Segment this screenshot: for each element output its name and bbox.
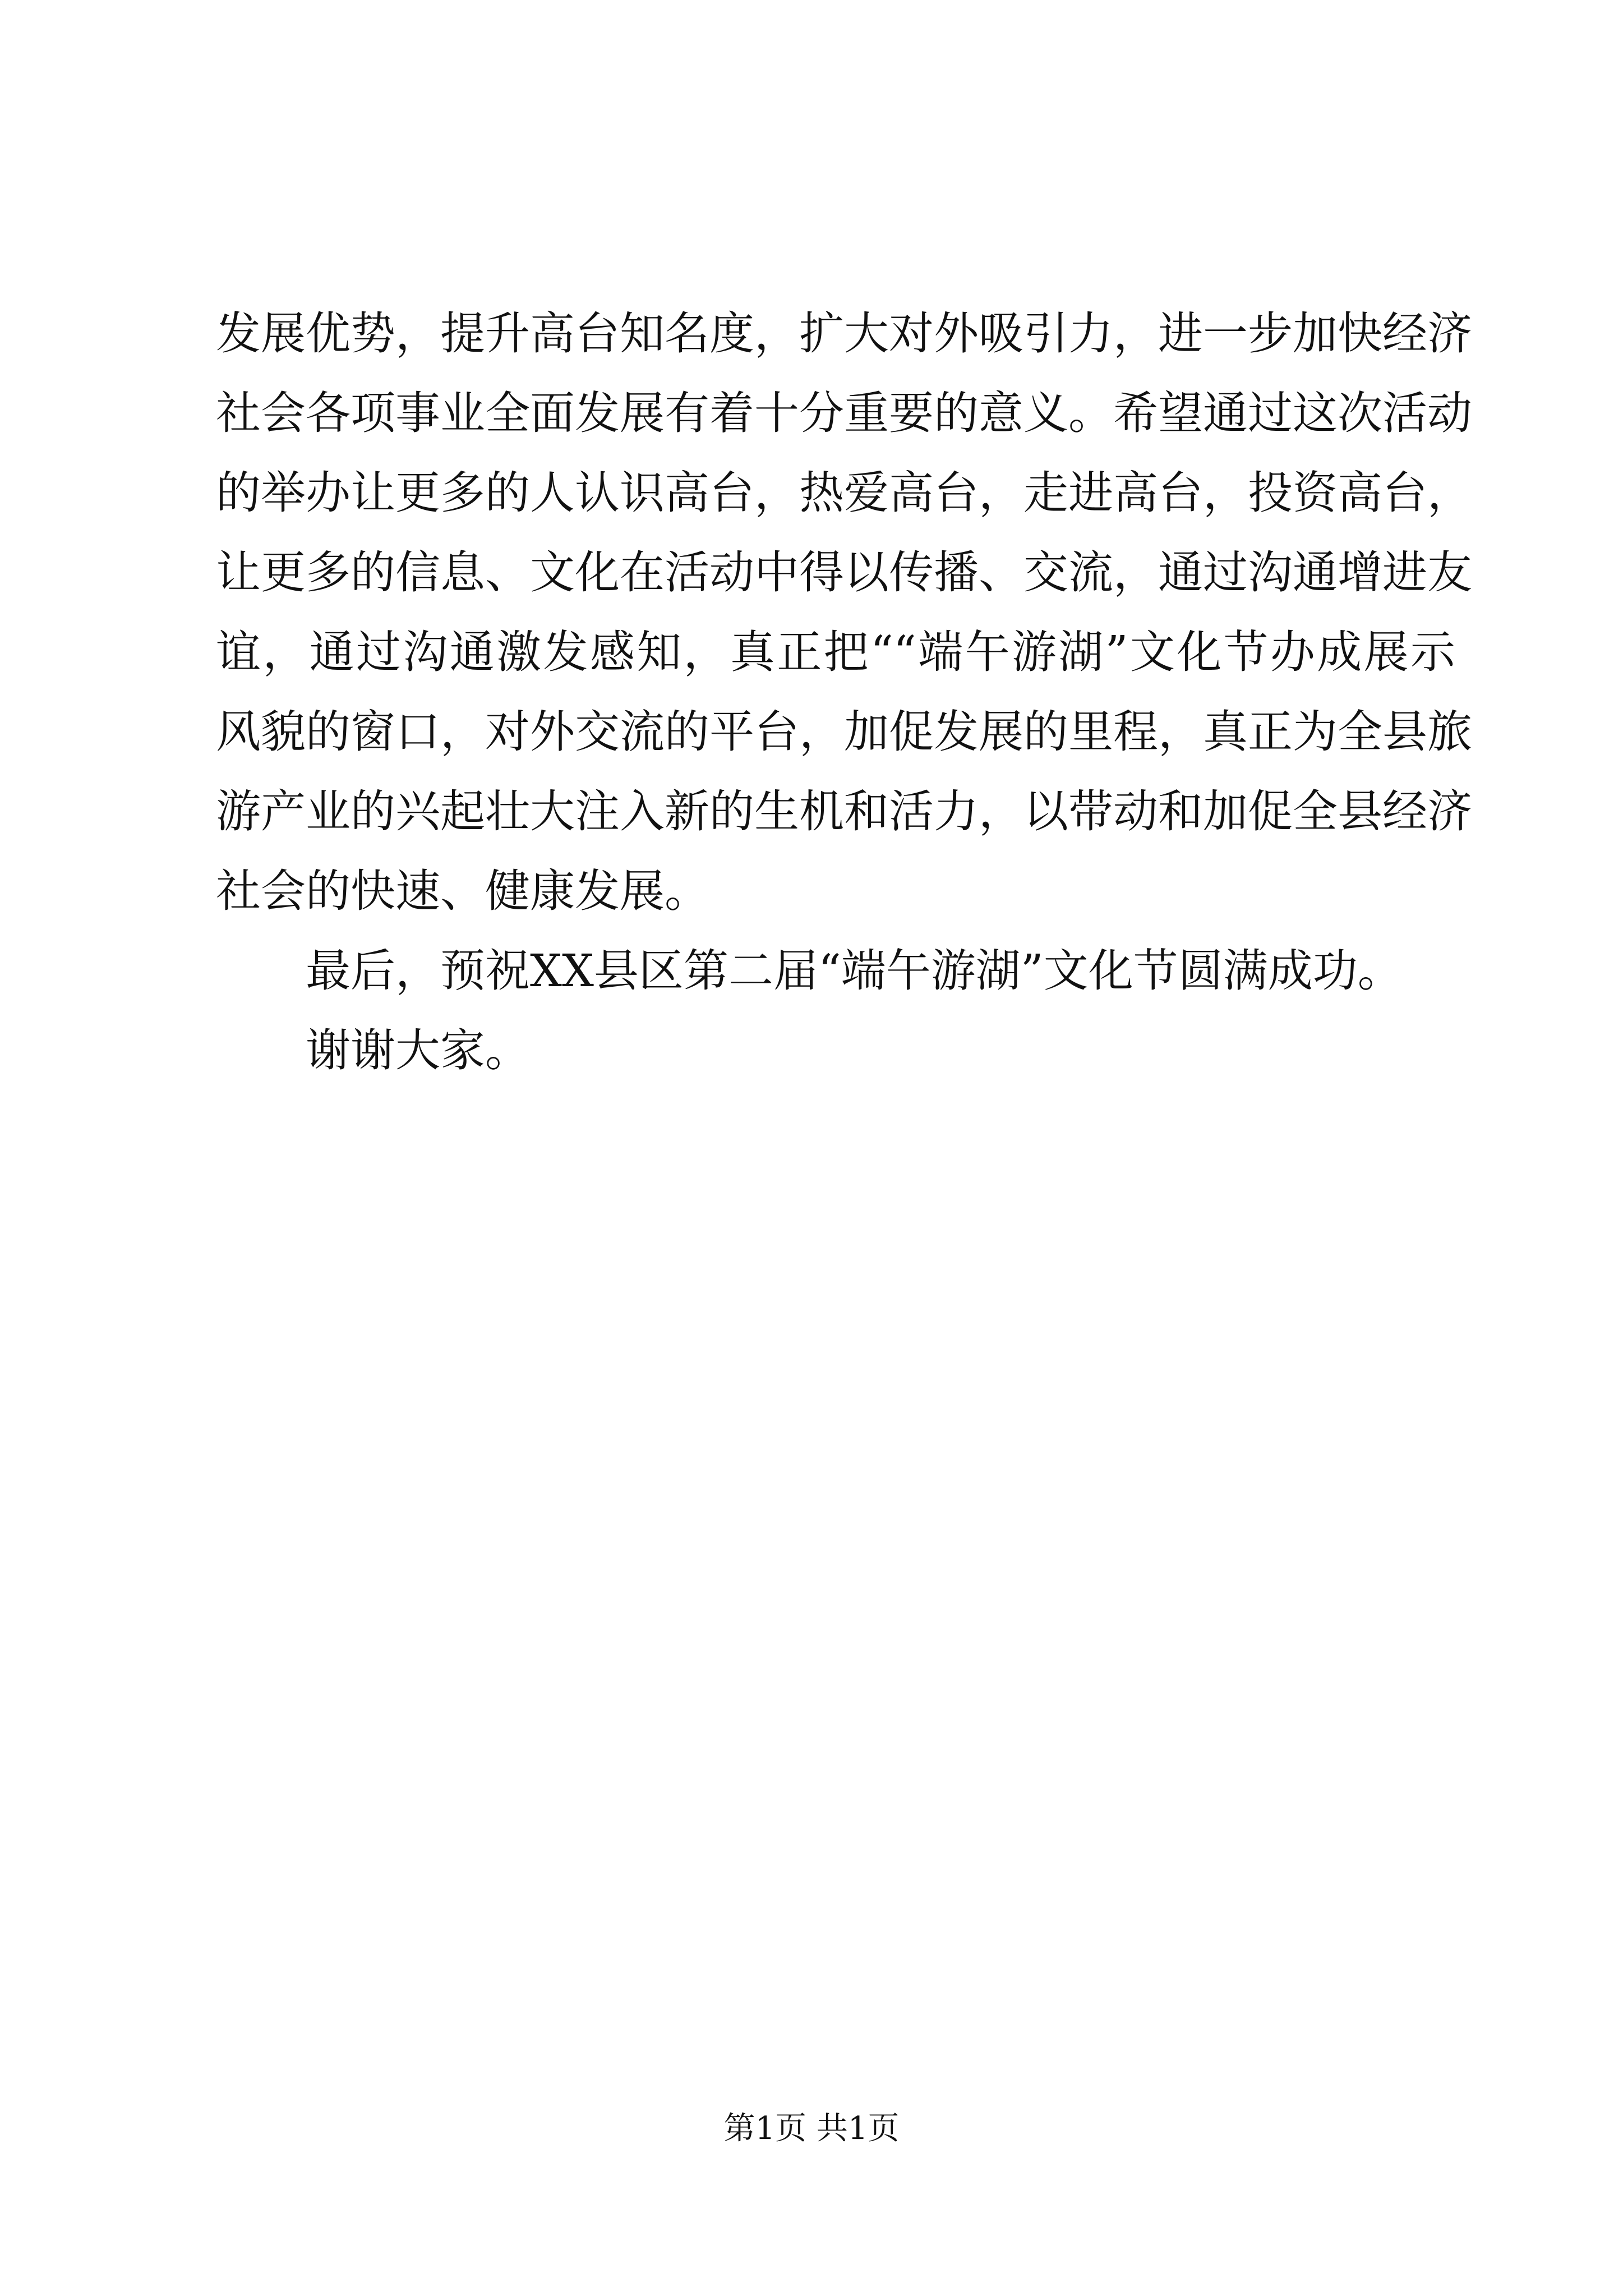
- page-number-footer: 第1页 共1页: [723, 2110, 900, 2147]
- paragraph-line: 发展优势，提升高台知名度，扩大对外吸引力，进一步加快经济: [216, 307, 1472, 360]
- paragraph-line: 的举办让更多的人认识高台，热爱高台，走进高台，投资高台，: [216, 467, 1472, 519]
- paragraph-line: 游产业的兴起壮大注入新的生机和活力，以带动和加促全县经济: [216, 785, 1472, 838]
- paragraph-line: 谊，通过沟通激发感知，真正把““端午游湖”文化节办成展示: [216, 626, 1455, 678]
- closing-wish-paragraph: 最后，预祝XX县区第二届“端午游湖”文化节圆满成功。: [306, 945, 1403, 997]
- paragraph-line: 社会各项事业全面发展有着十分重要的意义。希望通过这次活动: [216, 387, 1472, 439]
- paragraph-line: 风貌的窗口，对外交流的平台，加促发展的里程，真正为全县旅: [216, 706, 1472, 758]
- paragraph-line: 社会的快速、健康发展。: [216, 865, 709, 917]
- thanks-paragraph: 谢谢大家。: [306, 1024, 530, 1076]
- paragraph-line: 让更多的信息、文化在活动中得以传播、交流，通过沟通增进友: [216, 546, 1472, 599]
